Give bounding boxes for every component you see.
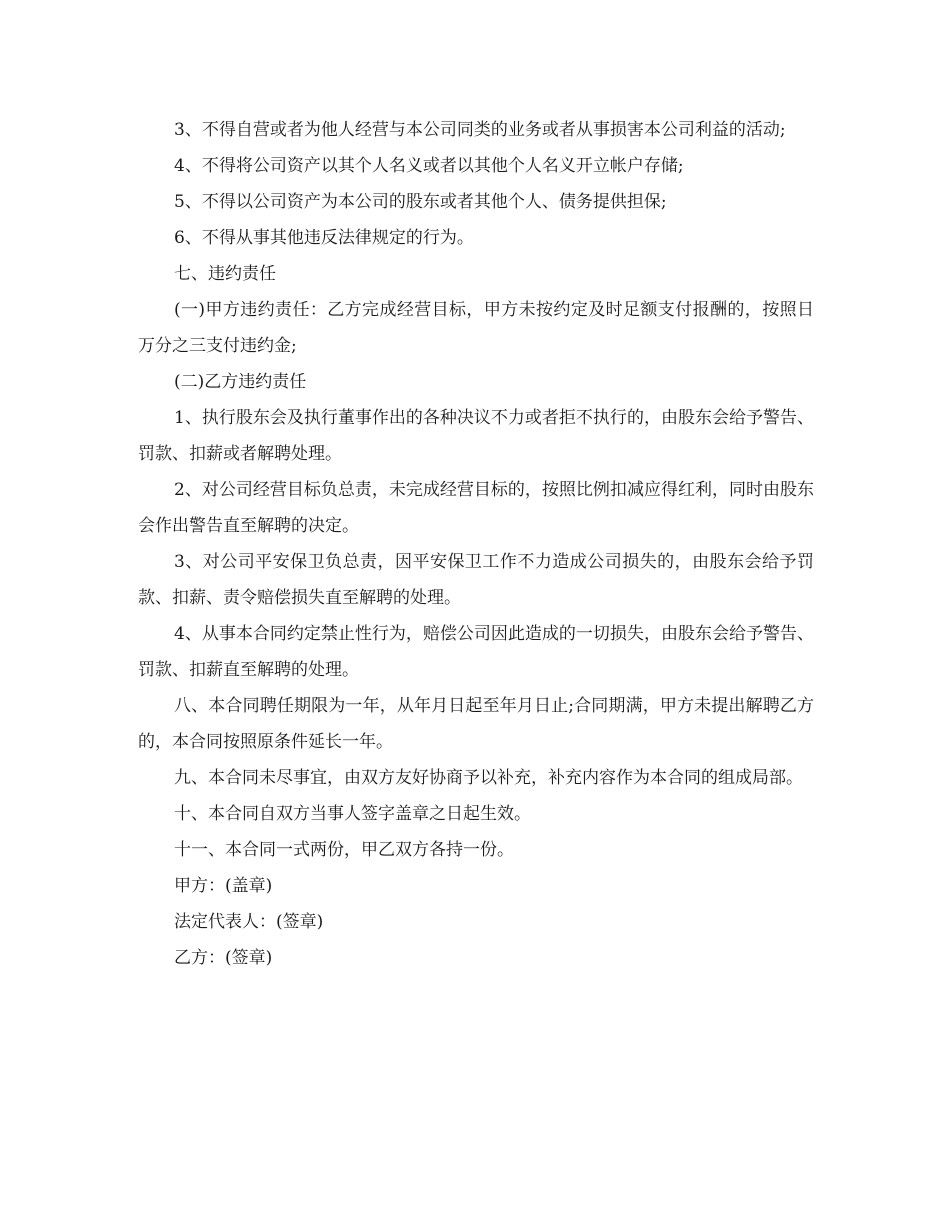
section-11-copies: 十一、本合同一式两份，甲乙双方各持一份。	[174, 840, 514, 860]
party-b-liability-heading: (二)乙方违约责任	[174, 372, 307, 392]
party-b-signature-line: 乙方：(签章)	[174, 948, 273, 968]
legal-representative-line: 法定代表人：(签章)	[174, 912, 324, 932]
party-b-liability-4: 4、从事本合同约定禁止性行为，赔偿公司因此造成的一切损失，由股东会给予警告、罚款、扣薪直至解聘的处理。	[138, 624, 814, 680]
party-a-seal-line: 甲方：(盖章)	[174, 876, 273, 896]
party-b-liability-2: 2、对公司经营目标负总责，未完成经营目标的，按照比例扣减应得红利，同时由股东会作出警告直至解聘的决定。	[138, 480, 814, 536]
section-7-heading: 七、违约责任	[174, 264, 276, 284]
section-9-supplement: 九、本合同未尽事宜，由双方友好协商予以补充，补充内容作为本合同的组成局部。	[174, 768, 803, 788]
section-8-term: 八、本合同聘任期限为一年，从年月日起至年月日止;合同期满，甲方未提出解聘乙方的，本合同按照原条件延长一年。	[138, 696, 814, 752]
clause-6-no-illegal-acts: 6、不得从事其他违反法律规定的行为。	[174, 228, 474, 248]
document-body	[138, 112, 814, 976]
party-a-liability: (一)甲方违约责任：乙方完成经营目标，甲方未按约定及时足额支付报酬的，按照日万分之三支付违约金;	[138, 300, 814, 356]
section-10-effective: 十、本合同自双方当事人签字盖章之日起生效。	[174, 804, 531, 824]
party-b-liability-3: 3、对公司平安保卫负总责，因平安保卫工作不力造成公司损失的，由股东会给予罚款、扣薪、责令赔偿损失直至解聘的处理。	[138, 552, 814, 608]
clause-5-no-guarantees: 5、不得以公司资产为本公司的股东或者其他个人、债务提供担保;	[174, 192, 667, 212]
clause-3-no-competing-business: 3、不得自营或者为他人经营与本公司同类的业务或者从事损害本公司利益的活动;	[174, 120, 786, 140]
party-b-liability-1: 1、执行股东会及执行董事作出的各种决议不力或者拒不执行的，由股东会给予警告、罚款、扣薪或者解聘处理。	[138, 408, 814, 464]
clause-4-no-private-accounts: 4、不得将公司资产以其个人名义或者以其他个人名义开立帐户存储;	[174, 156, 684, 176]
